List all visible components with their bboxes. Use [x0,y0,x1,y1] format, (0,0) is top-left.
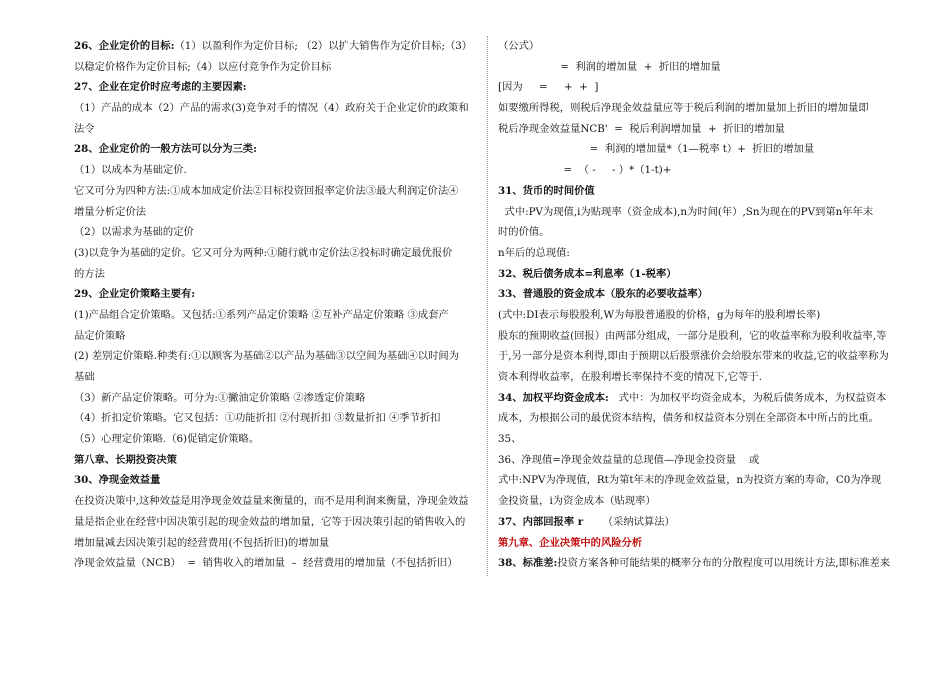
right-column-line: = 利润的增加量*（1—税率 t）+ 折旧的增加量 [498,143,815,156]
left-column-line: （2）以需求为基础的定价 [74,226,194,239]
right-column-line: 金投资量，i为资金成本（贴现率） [498,495,656,508]
right-column-line: 资本利得收益率，在股利增长率保持不变的情况下,它等于. [498,371,762,383]
right-column-line: 式中:NPV为净现值，Rt为第t年末的净现金效益量，n为投资方案的寿命，C0为净现 [498,474,882,487]
left-column-line: 它又可分为四种方法:①成本加成定价法②目标投资回报率定价法③最大利润定价法④ [74,184,459,197]
column-divider [487,36,488,576]
right-column-line: 32、税后债务成本=利息率（1-税率） [498,267,677,280]
left-column-line: 27、企业在定价时应考虑的主要因素: [74,81,247,94]
right-column-line: 成本，为根据公司的最优资本结构，债务和权益资本分别在全部资本中所占的比重。 [498,412,879,425]
item-body: （1）以盈利作为定价目标; （2）以扩大销售作为定价目标;（3） [174,40,473,52]
left-column-line: （4）折扣定价策略。它又包括：①功能折扣 ②付现折扣 ③数量折扣 ④季节折扣 [74,412,441,425]
right-column-line: 31、货币的时间价值 [498,184,595,197]
left-column-line: （3）新产品定价策略。可分为:①撇油定价策略 ②渗透定价策略 [74,391,366,404]
left-column-line: 28、企业定价的一般方法可以分为三类: [74,143,257,156]
left-column-line: 量是指企业在经营中因决策引起的现金效益的增加量，它等于因决策引起的销售收入的 [74,515,466,528]
right-column-line: （公式） [498,40,540,52]
item-heading: 37、内部回报率 r [498,515,584,528]
right-column-line: 股东的预期收益(回报）由两部分组成，一部分是股利，它的收益率称为股利收益率,等 [498,329,887,342]
right-column-line [498,512,880,533]
right-column-line: 税后净现金效益量NCB' = 税后利润增加量 + 折旧的增加量 [498,122,785,135]
left-column-line [74,36,473,57]
left-column-line: （1）以成本为基础定价. [74,164,187,177]
left-column-line: 30、净现金效益量 [74,474,161,487]
right-column-line: 于,另一部分是资本利得,即由于预期以后股票涨价会给股东带来的收益,它的收益率称为 [498,350,889,363]
item-body: （采纳试算法） [583,515,675,528]
left-column-line: 增量分析定价法 [74,205,147,218]
right-column-line: = 利润的增加量 + 折旧的增加量 [498,60,721,73]
item-heading: 26、企业定价的目标: [74,40,175,52]
right-column-line: = （ - - ）*（1-t)+ [498,164,672,177]
right-column-line: 式中:PV为现值,i为贴现率（资金成本),n为时间(年）,Sn为现在的PV到第n年年末 [498,205,874,218]
left-column-line: 法令 [74,122,95,135]
right-column-line: 时的价值。 [498,226,550,239]
left-column-line: 增加量减去因决策引起的经营费用(不包括折旧)的增加量 [74,536,330,549]
left-column-line: (2) 差别定价策略.种类有:①以顾客为基础②以产品为基础③以空间为基础④以时间为 [74,350,459,363]
right-column-line: 35、 [498,433,522,446]
right-column-line: 如要缴所得税，则税后净现金效益量应等于税后利润的增加量加上折旧的增加量即 [498,102,869,115]
left-column-line: 在投资决策中,这种效益是用净现金效益量来衡量的，而不是用利润来衡量，净现金效益 [74,495,469,508]
left-column [74,36,473,574]
right-column-line: [因为 = + + ] [498,81,599,94]
right-column-line: 33、普通股的资金成本（股东的必要收益率） [498,288,708,301]
left-column-line: 净现金效益量（NCB） = 销售收入的增加量 – 经营费用的增加量（不包括折旧） [74,557,458,570]
right-column-line: 第九章、企业决策中的风险分析 [498,536,643,549]
right-column-line: 36、净现值=净现金效益量的总现值—净现金投资量 或 [498,453,760,466]
left-column-line: 的方法 [74,267,105,280]
item-heading: 34、加权平均资金成本: [498,391,609,404]
right-column-line [498,388,887,409]
right-column [498,36,891,574]
right-column-line [498,553,891,574]
left-column-line: 29、企业定价策略主要有: [74,288,196,301]
right-column-line: n年后的总现值: [498,246,570,259]
item-body: 式中：为加权平均资金成本，为税后债务成本，为权益资本 [608,391,887,404]
left-column-line: 品定价策略 [74,329,126,342]
right-column-line: (式中:DI表示每股股利,W为每股普通股的价格，g为每年的股利增长率) [498,308,821,321]
left-column-line: 基础 [74,371,95,383]
item-heading: 38、标准差: [498,557,558,570]
left-column-line: 以稳定价格作为定价目标;（4）以应付竞争作为定价目标 [74,60,332,73]
left-column-line: (3)以竞争为基础的定价。它又可分为两种:①随行就市定价法②投标时确定最优报价 [74,246,453,259]
left-column-line: （5）心理定价策略.（6)促销定价策略。 [74,433,260,446]
item-body: 投资方案各种可能结果的概率分布的分散程度可以用统计方法,即标准差来 [557,557,891,570]
left-column-line: 第八章、长期投资决策 [74,453,177,466]
left-column-line: （1）产品的成本（2）产品的需求(3)竞争对手的情况（4）政府关于企业定价的政策和 [74,102,469,115]
left-column-line: (1)产品组合定价策略。又包括:①系列产品定价策略 ②互补产品定价策略 ③成套产 [74,308,449,321]
